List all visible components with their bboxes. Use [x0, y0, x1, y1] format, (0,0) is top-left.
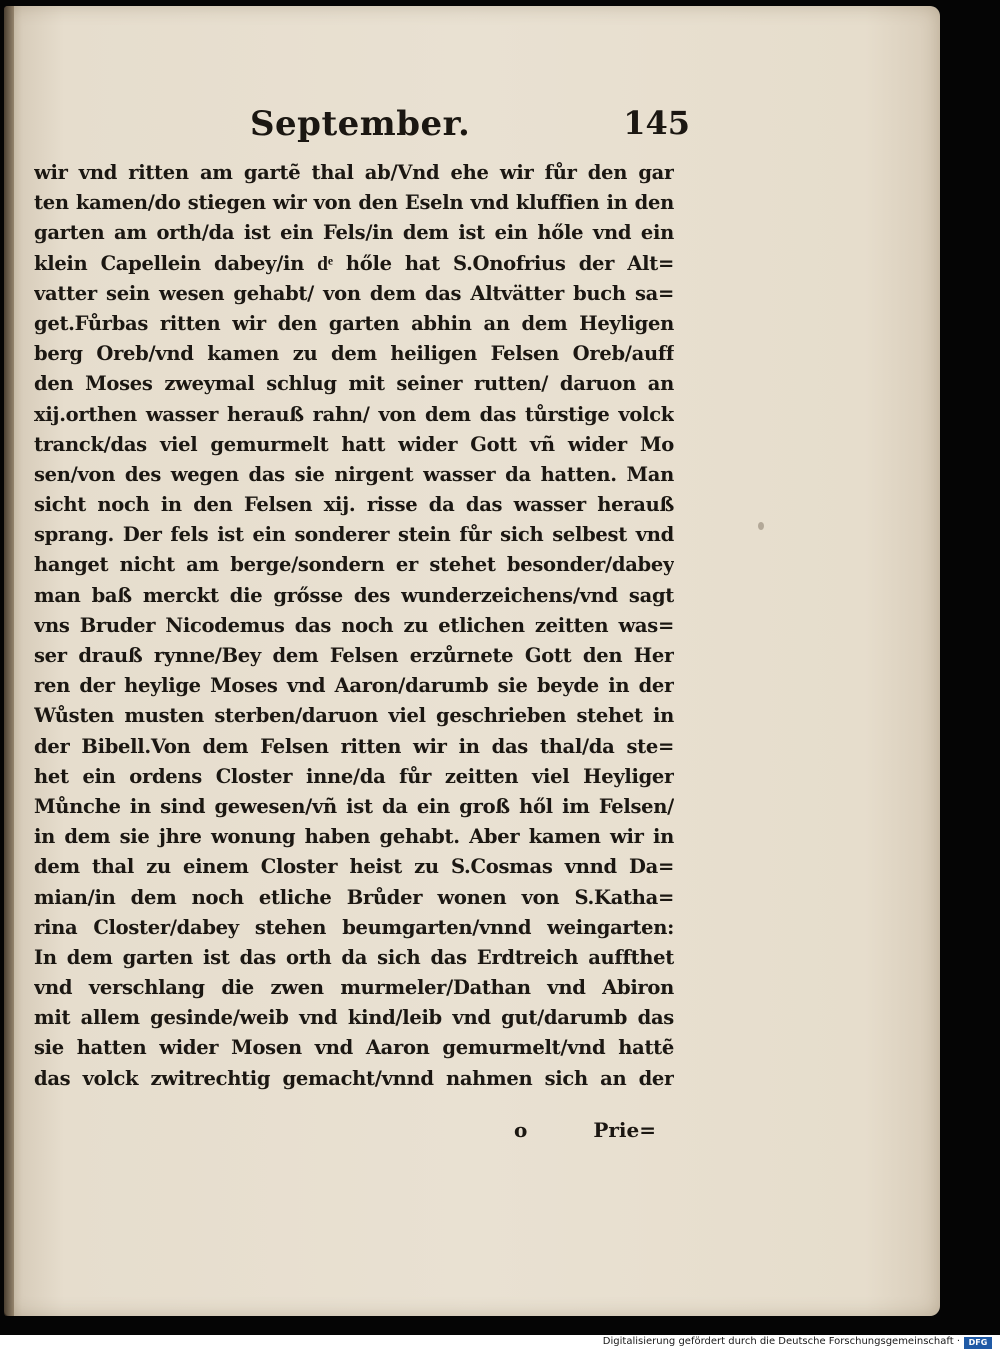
text-line: het ein ordens Closter inne/da fůr zeitten viel Heyliger — [34, 764, 674, 788]
credit-bar — [0, 1335, 1000, 1351]
text-line: tranck/das viel gemurmelt hatt wider Gott vñ wider Mo — [34, 432, 674, 456]
funding-credit: Digitalisierung gefördert durch die Deutsche Forschungsgemeinschaft · — [602, 1336, 960, 1347]
text-line: hanget nicht am berge/sondern er stehet besonder/dabey — [34, 553, 674, 577]
paper-stain — [758, 522, 764, 530]
text-line: In dem garten ist das orth da sich das Erdtreich auffthet — [34, 945, 674, 969]
text-line: sen/von des wegen das sie nirgent wasser da hatten. Man — [34, 462, 674, 486]
page-binding-edge — [4, 6, 14, 1316]
dfg-logo-icon: DFG — [964, 1337, 992, 1349]
text-line: xij.orthen wasser herauß rahn/ von dem das tůrstige volck — [34, 402, 674, 426]
text-line: Můnche in sind gewesen/vñ ist da ein groß hől im Felsen/ — [34, 794, 674, 818]
body-text — [34, 158, 674, 1094]
text-line: rina Closter/dabey stehen beumgarten/vnnd weingarten: — [34, 915, 674, 939]
text-line: ren der heylige Moses vnd Aaron/darumb sie beyde in der — [34, 674, 674, 698]
text-line: vns Bruder Nicodemus das noch zu etlichen zeitten was= — [34, 613, 674, 637]
text-line: mit allem gesinde/weib vnd kind/leib vnd gut/darumb das — [34, 1006, 674, 1030]
text-line: in dem sie jhre wonung haben gehabt. Aber kamen wir in — [34, 825, 674, 849]
catchword: Prie= — [593, 1118, 656, 1142]
text-line: ten kamen/do stiegen wir von den Eseln vnd kluffien in den — [34, 191, 674, 215]
text-line: sicht noch in den Felsen xij. risse da das wasser herauß — [34, 493, 674, 517]
text-line: mian/in dem noch etliche Brůder wonen von S.Katha= — [34, 885, 674, 909]
text-line: klein Capellein dabey/in dͤ hőle hat S.Onofrius der Alt= — [34, 251, 674, 275]
text-line: berg Oreb/vnd kamen zu dem heiligen Felsen Oreb/auff — [34, 342, 674, 366]
text-line: dem thal zu einem Closter heist zu S.Cosmas vnnd Da= — [34, 855, 674, 879]
page-footer — [34, 1118, 674, 1148]
text-line: vatter sein wesen gehabt/ von dem das Altvätter buch sa= — [34, 281, 674, 305]
text-line: Wůsten musten sterben/daruon viel geschrieben stehet in — [34, 704, 674, 728]
text-line: den Moses zweymal schlug mit seiner rutten/ daruon an — [34, 372, 674, 396]
page-number: 145 — [623, 104, 690, 142]
text-line: garten am orth/da ist ein Fels/in dem ist ein hőle vnd ein — [34, 221, 674, 245]
text-line: das volck zwitrechtig gemacht/vnnd nahmen sich an der — [34, 1066, 674, 1090]
text-line: sprang. Der fels ist ein sonderer stein fůr sich selbest vnd — [34, 523, 674, 547]
text-line: ser drauß rynne/Bey dem Felsen erzůrnete Gott den Her — [34, 644, 674, 667]
text-line: der Bibell.Von dem Felsen ritten wir in das thal/da ste= — [34, 734, 674, 758]
text-line: wir vnd ritten am gartẽ thal ab/Vnd ehe wir fůr den gar — [34, 161, 674, 184]
text-line: man baß merckt die grősse des wunderzeichens/vnd sagt — [34, 583, 674, 607]
text-line: sie hatten wider Mosen vnd Aaron gemurmelt/vnd hattẽ — [34, 1036, 674, 1060]
signature-mark: o — [514, 1118, 528, 1142]
text-line: get.Fůrbas ritten wir den garten abhin an dem Heyligen — [34, 311, 674, 335]
page-header — [250, 104, 690, 150]
running-title: September. — [250, 104, 471, 144]
text-line: vnd verschlang die zwen murmeler/Dathan vnd Abiron — [34, 976, 674, 1000]
